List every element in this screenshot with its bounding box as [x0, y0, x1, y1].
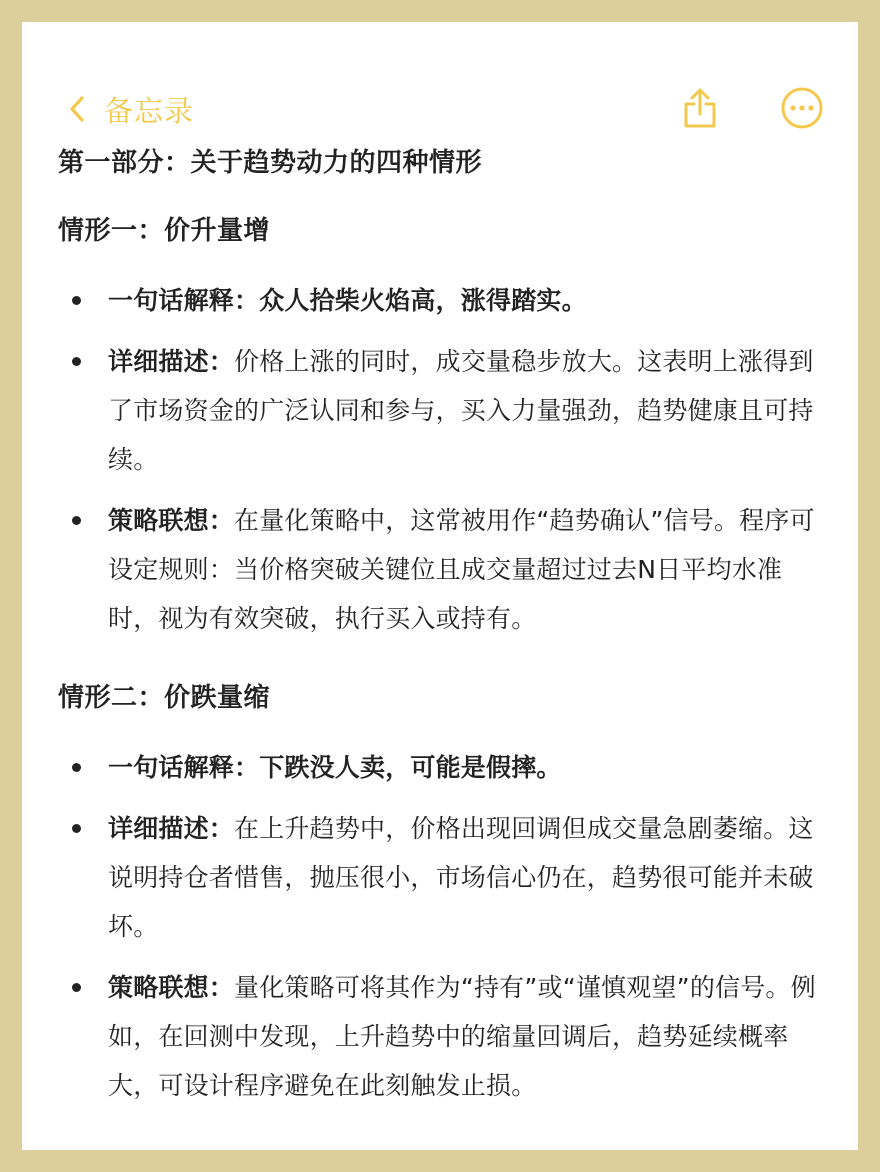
- part-title: 第一部分：关于趋势动力的四种情形: [58, 148, 483, 178]
- chevron-left-icon: [68, 94, 86, 124]
- bullet-item: [58, 276, 828, 325]
- bullet-list: [58, 276, 828, 643]
- item-label: 策略联想：: [108, 506, 235, 535]
- bullet-list: [58, 743, 828, 1110]
- more-options-icon: [780, 115, 824, 134]
- back-button[interactable]: [68, 72, 194, 146]
- back-label: 备忘录: [104, 93, 195, 128]
- item-text: 在量化策略中，这常被用作“趋势确认”信号。程序可设定规则：当价格突破关键位且成交量超过过去N日平均水准时，视为有效突破，执行买入或持有。: [108, 506, 815, 633]
- bullet-dot-icon: [72, 296, 81, 305]
- case-title: 情形二：价跌量缩: [58, 683, 271, 713]
- note-card: [22, 22, 858, 1150]
- item-text: 在上升趋势中，价格出现回调但成交量急剧萎缩。这说明持仓者惜售，抛压很小，市场信心仍在，趋势很可能并未破坏。: [108, 814, 814, 941]
- item-text: 下跌没人卖，可能是假摔。: [259, 753, 562, 782]
- case-section: [58, 675, 828, 1110]
- bullet-dot-icon: [72, 983, 81, 992]
- more-button[interactable]: [780, 86, 824, 130]
- share-icon: [680, 115, 720, 134]
- bullet-item: [58, 804, 828, 951]
- item-text: 众人拾柴火焰高，涨得踏实。: [259, 286, 587, 315]
- note-body: [58, 140, 828, 1110]
- item-text: 量化策略可将其作为“持有”或“谨慎观望”的信号。例如，在回测中发现，上升趋势中的缩量回调后，趋势延续概率大，可设计程序避免在此刻触发止损。: [108, 973, 816, 1100]
- bullet-item: [58, 496, 828, 643]
- item-label: 详细描述：: [108, 347, 235, 376]
- item-label: 一句话解释：: [108, 753, 260, 782]
- bullet-item: [58, 337, 828, 484]
- nav-bar: [22, 72, 858, 146]
- item-label: 详细描述：: [108, 814, 235, 843]
- bullet-dot-icon: [72, 516, 81, 525]
- item-label: 策略联想：: [108, 973, 235, 1002]
- bullet-item: [58, 963, 828, 1110]
- bullet-dot-icon: [72, 357, 81, 366]
- item-label: 一句话解释：: [108, 286, 260, 315]
- item-text: 价格上涨的同时，成交量稳步放大。这表明上涨得到了市场资金的广泛认同和参与，买入力量强劲，趋势健康且可持续。: [108, 347, 814, 474]
- case-section: [58, 208, 828, 643]
- case-title: 情形一：价升量增: [58, 216, 271, 246]
- bullet-dot-icon: [72, 824, 81, 833]
- bullet-dot-icon: [72, 763, 81, 772]
- bullet-item: [58, 743, 828, 792]
- share-button[interactable]: [680, 86, 720, 130]
